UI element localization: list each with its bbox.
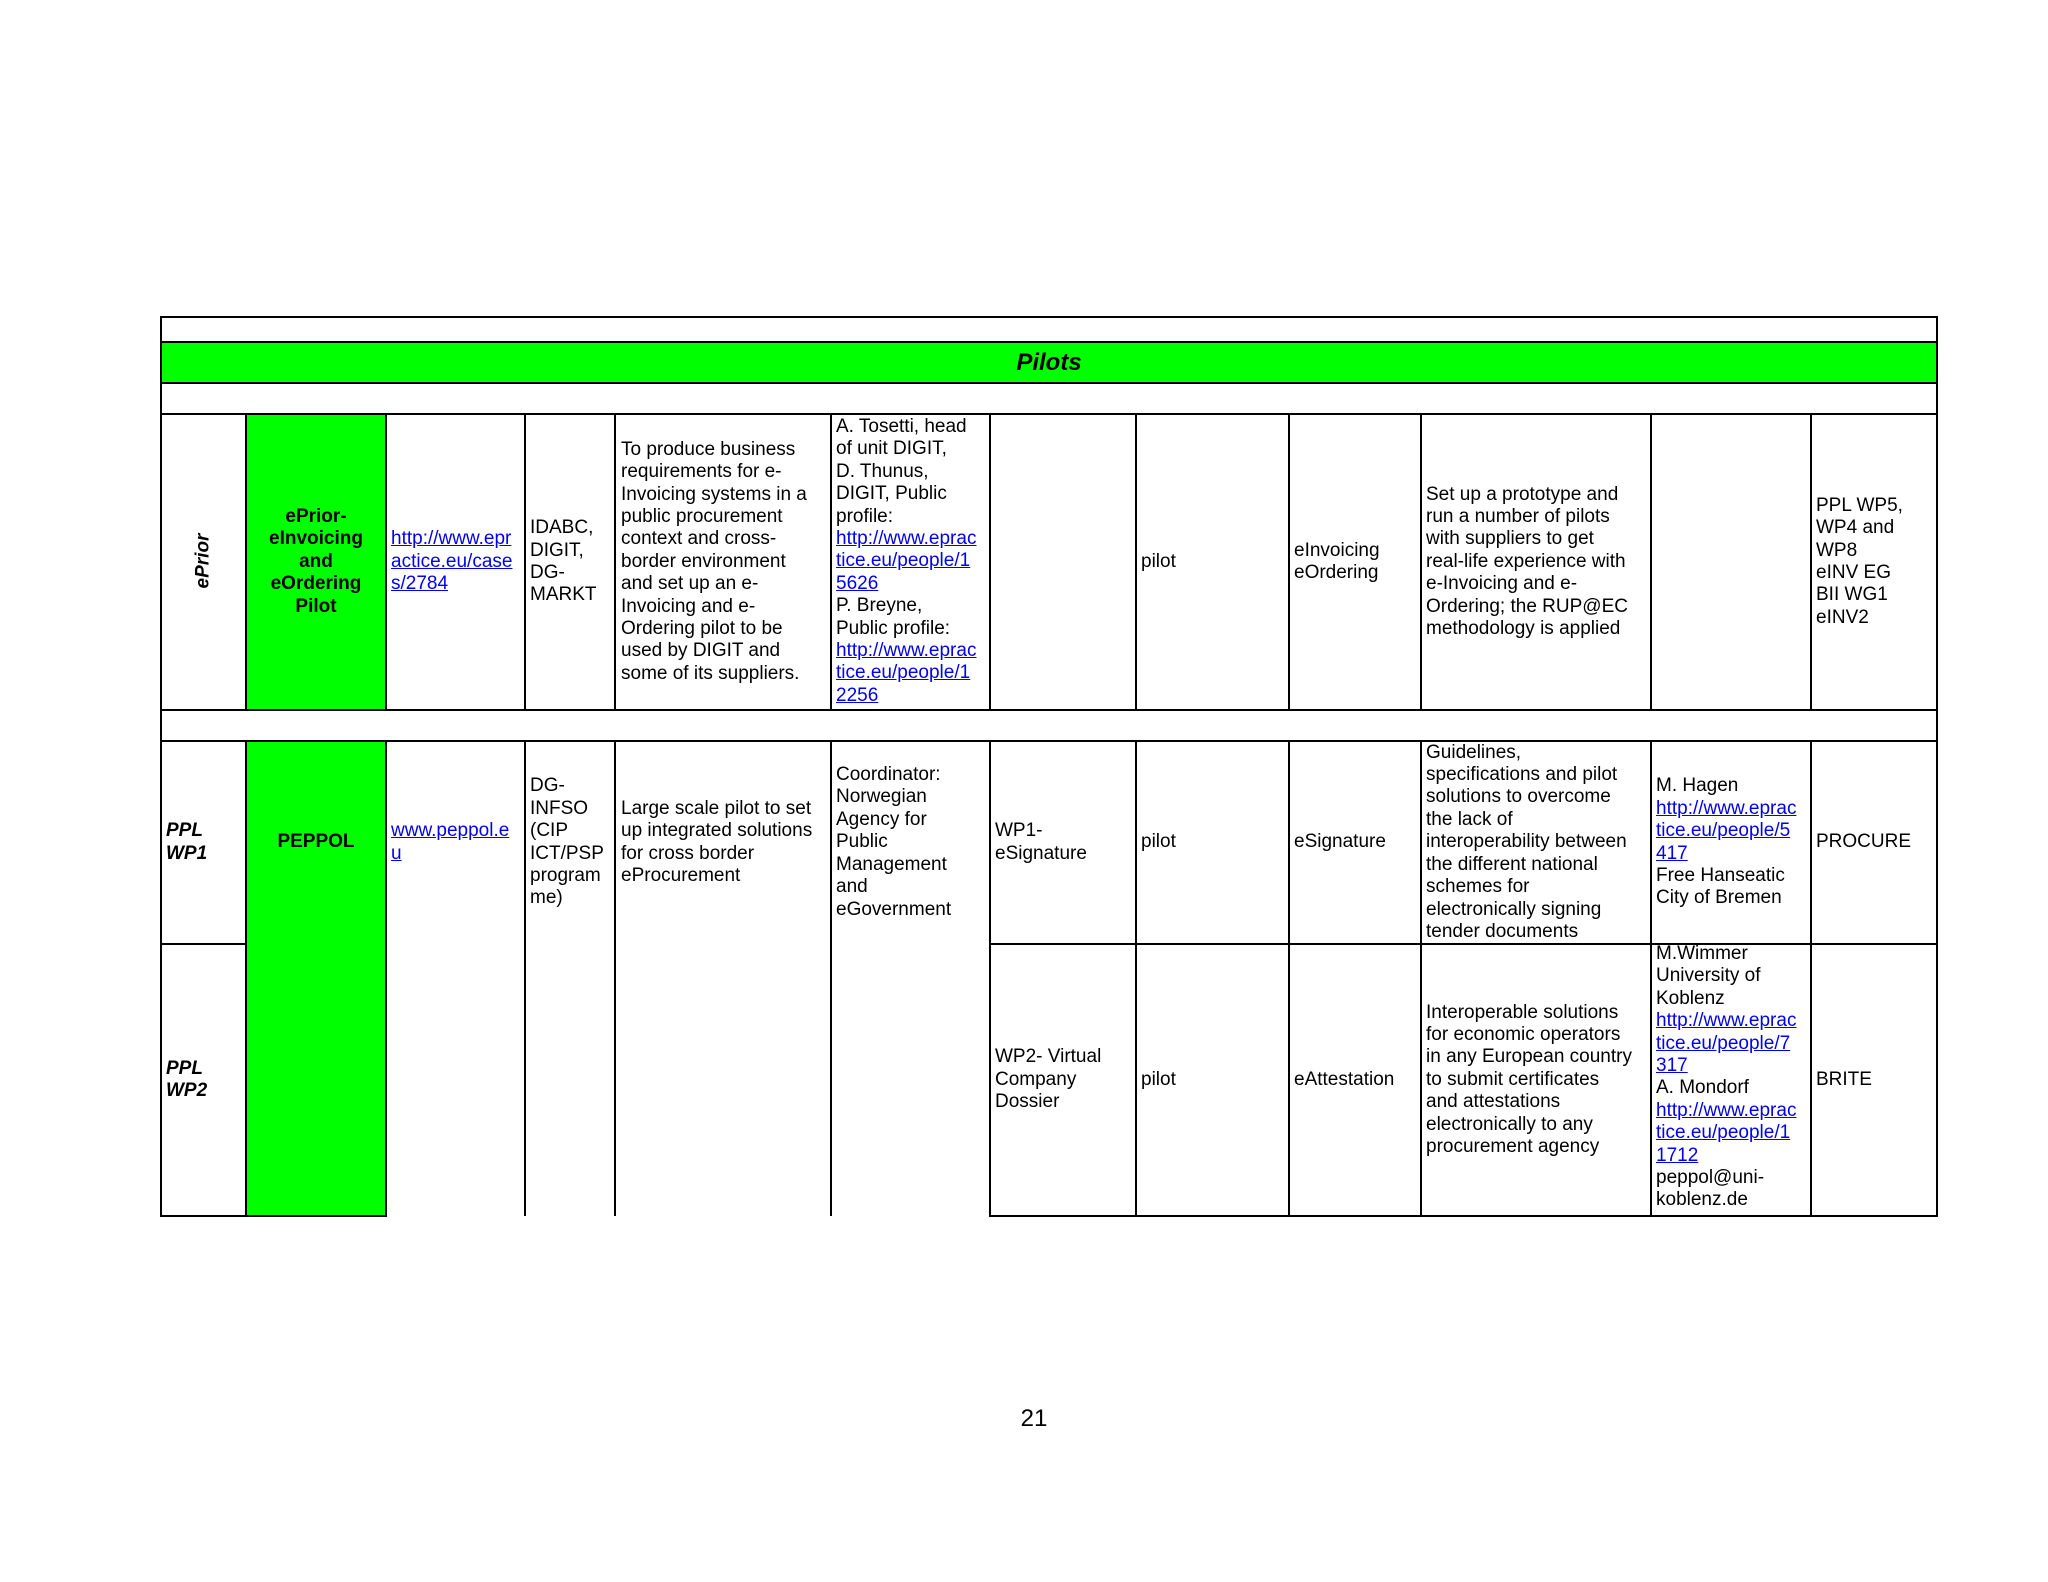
table-title: Pilots — [1016, 348, 1082, 376]
bottom-line-left — [160, 1215, 387, 1217]
wp1-contact-cell — [1656, 742, 1810, 943]
wp2-contact-cell — [1656, 943, 1810, 1215]
wp1-type-cell — [1141, 742, 1288, 943]
wp1-contact-name: M. Hagen — [1656, 775, 1739, 797]
eprior-objective: To produce business requirements for e- Invoicing systems in a public procurement context and cross- border environment and set up an e- Invoicing and e- Ordering pilot to be used by DIGIT and some of its suppliers. — [621, 438, 807, 684]
col-line — [1135, 413, 1137, 711]
ppl-wp2-label: PPL WP2 — [166, 1057, 208, 1101]
wp1-related-cell — [1816, 742, 1936, 943]
wp2-contact-email: peppol@uni- koblenz.de — [1656, 1167, 1765, 1211]
wp1-contact-org: Free Hanseatic City of Bremen — [1656, 864, 1785, 909]
wp2-contact-name-2: A. Mondorf — [1656, 1077, 1749, 1099]
col-line — [614, 413, 616, 711]
wp2-description-cell — [1426, 945, 1650, 1215]
col-line — [1810, 413, 1812, 711]
eprior-funding: IDABC, DIGIT, DG- MARKT — [530, 517, 597, 606]
wp2-related: BRITE — [1816, 1068, 1872, 1090]
peppol-name-cell — [247, 742, 385, 943]
table-top-border — [160, 316, 1938, 343]
peppol-funding: DG- INFSO (CIP ICT/PSP program me) — [530, 775, 604, 909]
wp2-contact-name: M.Wimmer University of Koblenz — [1656, 943, 1761, 1009]
wp1-area-cell — [1294, 742, 1420, 943]
col-line — [385, 740, 387, 1216]
wp2-type-cell — [1141, 945, 1288, 1215]
eprior-area-cell — [1294, 415, 1420, 709]
wp2-area: eAttestation — [1294, 1068, 1395, 1090]
eprior-coordinator-text-2: P. Breyne, Public profile: — [836, 595, 951, 639]
eprior-description: Set up a prototype and run a number of pilots with suppliers to get real-life experience with e-Invoicing and e- Ordering; the RUP@EC methodology is applied — [1426, 483, 1628, 640]
wp1-description-cell — [1426, 742, 1650, 943]
eprior-name: ePrior- eInvoicing and eOrdering Pilot — [269, 505, 363, 617]
col-line — [989, 413, 991, 711]
eprior-related-cell — [1816, 415, 1936, 709]
spacer-row-2 — [160, 709, 1938, 742]
col-line — [385, 413, 387, 711]
col-line — [830, 740, 832, 1216]
col-line — [160, 740, 162, 1217]
col-line — [989, 740, 991, 1217]
eprior-funding-cell — [530, 415, 614, 709]
col-line — [1650, 740, 1652, 1217]
bottom-line-right — [989, 1215, 1938, 1217]
wp2-contact-link-1[interactable]: http://www.eprac tice.eu/people/7 317 — [1656, 1010, 1797, 1077]
peppol-url-link[interactable]: www.peppol.e u — [391, 820, 510, 864]
eprior-coordinator-text-1: A. Tosetti, head of unit DIGIT, D. Thunus, DIGIT, Public profile: — [836, 416, 967, 527]
eprior-type-cell — [1141, 415, 1288, 709]
wp1-area: eSignature — [1294, 831, 1386, 853]
peppol-coordinator-cell — [836, 742, 989, 943]
eprior-related: PPL WP5, WP4 and WP8 eINV EG BII WG1 eINV2 — [1816, 494, 1903, 628]
peppol-objective-cell — [621, 742, 829, 943]
ppl-wp2-label-cell — [166, 945, 245, 1215]
col-line — [1650, 413, 1652, 711]
eprior-url-cell — [391, 415, 524, 709]
wp1-contact-link[interactable]: http://www.eprac tice.eu/people/5 417 — [1656, 797, 1797, 864]
eprior-objective-cell — [621, 415, 829, 709]
col-line — [1288, 413, 1290, 711]
col-line — [1936, 740, 1938, 1217]
peppol-objective: Large scale pilot to set up integrated solutions for cross border eProcurement — [621, 797, 813, 886]
col-line — [1135, 740, 1137, 1217]
eprior-coordinator-link-2[interactable]: http://www.eprac tice.eu/people/1 2256 — [836, 640, 977, 706]
wp2-wp: WP2- Virtual Company Dossier — [995, 1046, 1102, 1113]
col-line — [1810, 740, 1812, 1217]
eprior-name-cell — [247, 415, 385, 709]
wp2-description: Interoperable solutions for economic operators in any European country to submit certificates and attestations electronically to any procurement agency — [1426, 1001, 1632, 1158]
wp2-type: pilot — [1141, 1068, 1176, 1090]
wp1-wp-cell — [995, 742, 1135, 943]
ppl-wp1-label: PPL WP1 — [166, 820, 208, 864]
eprior-coordinator-link-1[interactable]: http://www.eprac tice.eu/people/1 5626 — [836, 528, 977, 594]
col-line — [524, 740, 526, 1216]
wp2-related-cell — [1816, 945, 1936, 1215]
col-line — [1288, 740, 1290, 1217]
peppol-funding-cell — [530, 742, 614, 943]
wp1-wp: WP1- eSignature — [995, 820, 1087, 864]
eprior-label: ePrior — [191, 533, 213, 589]
page-number: 21 — [1020, 1405, 1048, 1432]
wp1-description: Guidelines, specifications and pilot solutions to overcome the lack of interoperability between the different national schemes for electronically signing tender documents — [1426, 741, 1627, 942]
peppol-name: PEPPOL — [277, 831, 355, 853]
peppol-url-cell — [391, 742, 524, 943]
peppol-coordinator: Coordinator: Norwegian Agency for Public Management and eGovernment — [836, 764, 952, 920]
eprior-type: pilot — [1141, 550, 1176, 572]
wp2-area-cell — [1294, 945, 1420, 1215]
wp2-wp-cell — [995, 945, 1135, 1215]
col-line — [614, 740, 616, 1216]
title-band — [160, 341, 1938, 384]
wp1-type: pilot — [1141, 831, 1176, 853]
eprior-coordinator-cell — [836, 416, 989, 710]
wp2-contact-link-2[interactable]: http://www.eprac tice.eu/people/1 1712 — [1656, 1099, 1797, 1166]
col-line — [524, 413, 526, 711]
col-line — [1420, 740, 1422, 1217]
col-line — [1420, 413, 1422, 711]
eprior-description-cell — [1426, 415, 1650, 709]
col-line — [830, 413, 832, 711]
wp1-related: PROCURE — [1816, 831, 1912, 853]
eprior-url-link[interactable]: http://www.epr actice.eu/case s/2784 — [391, 528, 513, 595]
eprior-area: eInvoicing eOrdering — [1294, 539, 1380, 583]
ppl-wp1-label-cell — [166, 742, 245, 943]
spacer-row-1 — [160, 382, 1938, 415]
